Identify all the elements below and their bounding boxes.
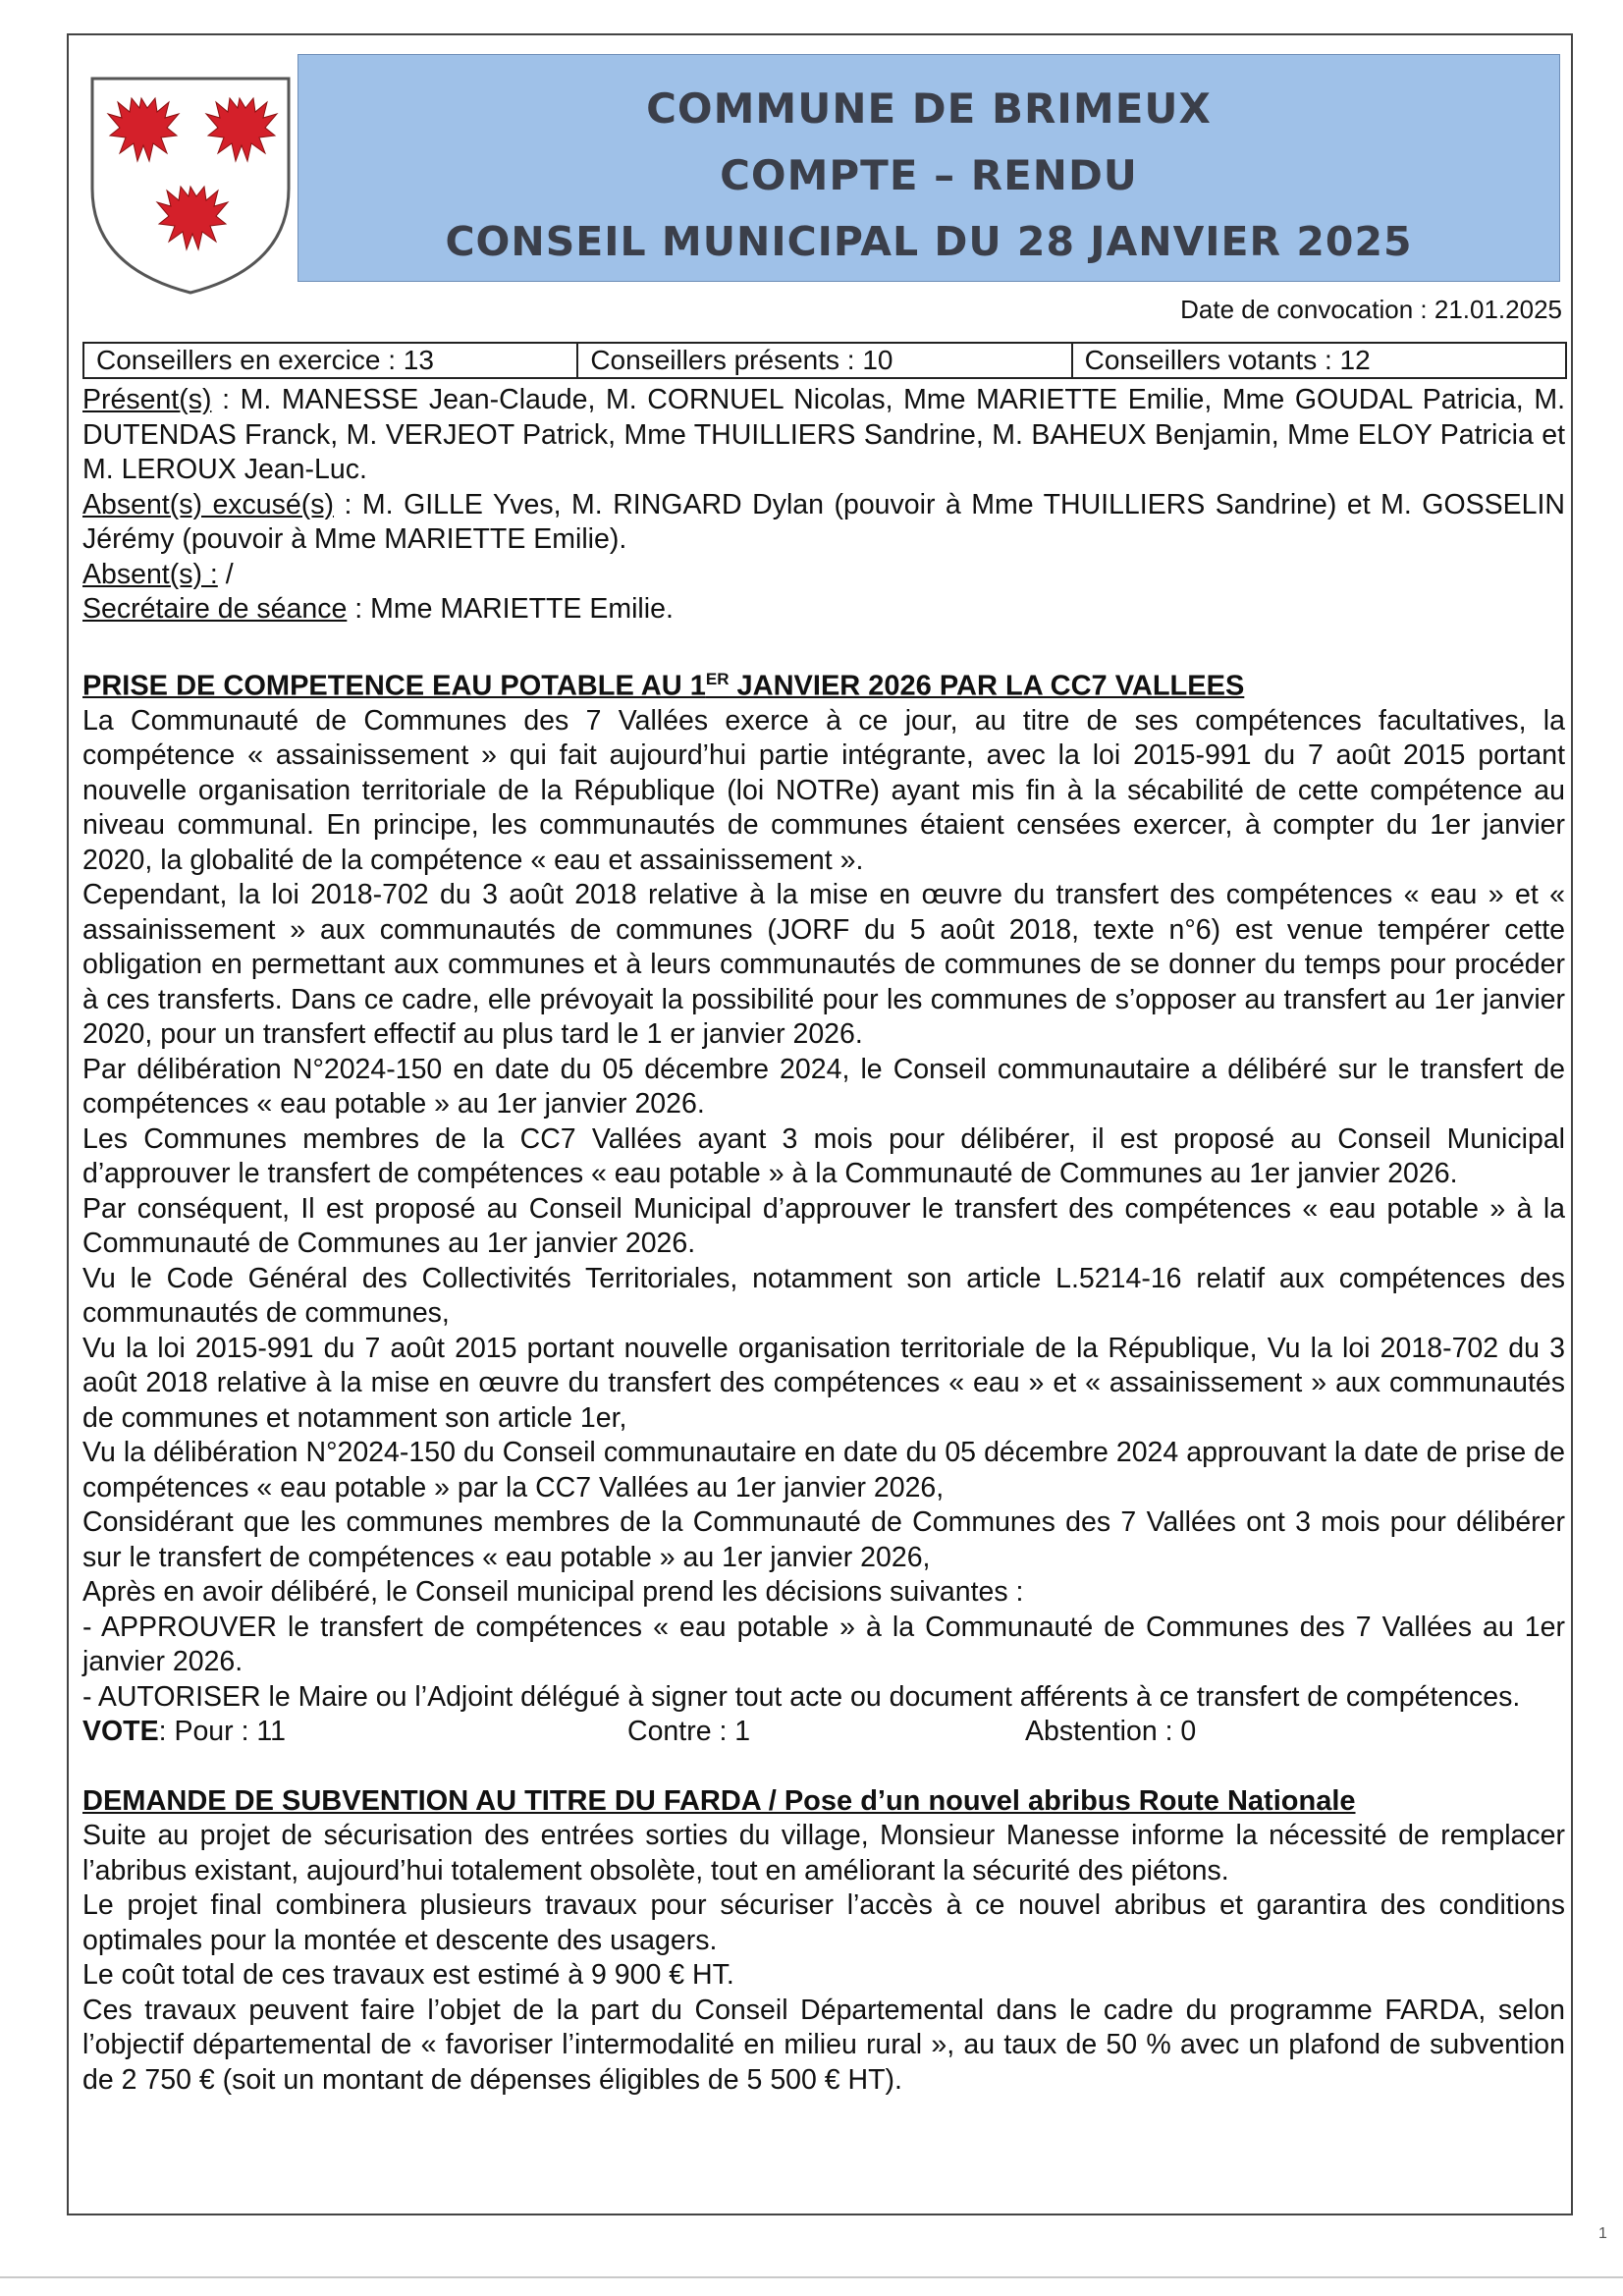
councillor-counts-table — [82, 342, 1567, 379]
excused-names: : M. GILLE Yves, M. RINGARD Dylan (pouvoir à Mme THUILLIERS Sandrine) et M. GOSSELIN Jérémy (pouvoir à Mme MARIETTE Emilie). — [82, 488, 1565, 555]
paragraph: Vu la délibération N°2024-150 du Conseil communautaire en date du 05 décembre 2024 approuvant la date de prise de compétences « eau potable » par la CC7 Vallées au 1er janvier 2026, — [82, 1437, 1565, 1503]
paragraph: Par délibération N°2024-150 en date du 05 décembre 2024, le Conseil communautaire a délibéré sur le transfert de compétences « eau potable » au 1er janvier 2026. — [82, 1053, 1565, 1121]
secretary-label: Secrétaire de séance — [82, 593, 348, 625]
excused-label: Absent(s) excusé(s) — [82, 488, 334, 520]
paragraph: Vu le Code Général des Collectivités Territoriales, notamment son article L.5214-16 relatif aux compétences des communautés de communes, — [82, 1262, 1565, 1330]
secretary-name: : Mme MARIETTE Emilie. — [347, 593, 674, 625]
absent-list — [82, 558, 1565, 593]
excused-list — [82, 488, 1565, 558]
paragraph: Suite au projet de sécurisation des entrées sorties du village, Monsieur Manesse informe la nécessité de remplacer l’abribus existant, aujourd’hui totalement obsolète, tout en améliorant la sécurité des piétons. — [82, 1820, 1565, 1886]
paragraph: Après en avoir délibéré, le Conseil municipal prend les décisions suivantes : — [82, 1576, 1024, 1609]
decision-item: - AUTORISER le Maire ou l’Adjoint délégué à signer tout acte ou document afférents à ce transfert de compétences. — [82, 1680, 1521, 1713]
commune-title: COMMUNE DE BRIMEUX — [646, 84, 1212, 133]
councillors-present: Conseillers présents : 10 — [578, 344, 1072, 377]
vote-against: Contre : 1 — [627, 1716, 751, 1748]
convocation-date: Date de convocation : 21.01.2025 — [1180, 295, 1562, 324]
section-title-water: PRISE DE COMPETENCE EAU POTABLE AU 1ER JANVIER 2026 PAR LA CC7 VALLEES — [82, 669, 1245, 702]
paragraph: Le coût total de ces travaux est estimé à 9 900 € HT. — [82, 1959, 734, 1992]
councillors-in-office: Conseillers en exercice : 13 — [84, 344, 578, 377]
vote-result — [82, 1715, 1565, 1750]
scan-divider — [0, 2276, 1623, 2278]
title-banner — [298, 54, 1560, 282]
report-title: COMPTE – RENDU — [720, 151, 1138, 199]
paragraph: Les Communes membres de la CC7 Vallées ayant 3 mois pour délibérer, il est proposé au Conseil Municipal d’approuver le transfert de compétences « eau potable » à la Communauté de Communes au 1er janvier 2026. — [82, 1122, 1565, 1190]
absent-label: Absent(s) : — [82, 558, 218, 590]
page-number: 1 — [1598, 2225, 1607, 2242]
section-title-subsidy: DEMANDE DE SUBVENTION AU TITRE DU FARDA / Pose d’un nouvel abribus Route Nationale — [82, 1784, 1356, 1817]
present-names: : M. MANESSE Jean-Claude, M. CORNUEL Nicolas, Mme MARIETTE Emilie, Mme GOUDAL Patricia, M. DUTENDAS Franck, M. VERJEOT Patrick, Mme THUILLIERS Sandrine, M. BAHEUX Benjamin, Mme ELOY Patricia et M. LEROUX Jean-Luc. — [82, 384, 1565, 485]
decision-item: - APPROUVER le transfert de compétences « eau potable » à la Communauté de Communes des 7 Vallées au 1er janvier 2026. — [82, 1611, 1565, 1678]
vote-abstention: Abstention : 0 — [1025, 1716, 1197, 1748]
paragraph: Le projet final combinera plusieurs travaux pour sécuriser l’accès à ce nouvel abribus et garantira des conditions optimales pour la montée et descente des usagers. — [82, 1889, 1565, 1956]
present-label: Présent(s) — [82, 384, 212, 415]
coat-of-arms-logo — [82, 71, 298, 297]
paragraph: Cependant, la loi 2018-702 du 3 août 2018 relative à la mise en œuvre du transfert des compétences « eau » et « assainissement » aux communautés de communes (JORF du 5 août 2018, texte n°6) est venue tempérer cette obligation en permettant aux communes et à leurs communautés de communes de se donner du temps pour procéder à ces transferts. Dans ce cadre, elle prévoyait la possibilité pour les communes de s’opposer au transfert au 1er janvier 2020, pour un transfert effectif au plus tard le 1 er janvier 2026. — [82, 879, 1565, 1051]
present-list — [82, 383, 1565, 488]
vote-for: : Pour : 11 — [158, 1716, 286, 1748]
paragraph: Ces travaux peuvent faire l’objet de la part du Conseil Départemental dans le cadre du programme FARDA, selon l’objectif départemental de « favoriser l’intermodalité en milieu rural », au taux de 50 % avec un plafond de subvention de 2 750 € (soit un montant de dépenses éligibles de 5 500 € HT). — [82, 1994, 1565, 2096]
councillors-voting: Conseillers votants : 12 — [1084, 345, 1371, 375]
paragraph: La Communauté de Communes des 7 Vallées exerce à ce jour, au titre de ses compétences facultatives, la compétence « assainissement » qui fait aujourd’hui partie intégrante, avec la loi 2015-991 du 7 août 2015 portant nouvelle organisation territoriale de la République (loi NOTRe) ayant mis fin à la sécabilité de cette compétence au niveau communal. En principe, les communautés de communes étaient censées exercer, à compter du 1er janvier 2020, la globalité de la compétence « eau et assainissement ». — [82, 704, 1565, 876]
paragraph: Par conséquent, Il est proposé au Conseil Municipal d’approuver le transfert des compétences « eau potable » à la Communauté de Communes au 1er janvier 2026. — [82, 1192, 1565, 1260]
absent-names: / — [217, 558, 234, 590]
vote-label: VOTE — [82, 1716, 159, 1748]
council-date-title: CONSEIL MUNICIPAL DU 28 JANVIER 2025 — [445, 218, 1413, 265]
paragraph: Vu la loi 2015-991 du 7 août 2015 portant nouvelle organisation territoriale de la République, Vu la loi 2018-702 du 3 août 2018 relative à la mise en œuvre du transfert des compétences « eau » et « assainissement » aux communautés de communes et notamment son article 1er, — [82, 1332, 1565, 1434]
paragraph: Considérant que les communes membres de la Communauté de Communes des 7 Vallées ont 3 mois pour délibérer sur le transfert de compétences « eau potable » au 1er janvier 2026, — [82, 1506, 1565, 1573]
document-body — [82, 383, 1565, 2098]
secretary-line — [82, 592, 1565, 628]
